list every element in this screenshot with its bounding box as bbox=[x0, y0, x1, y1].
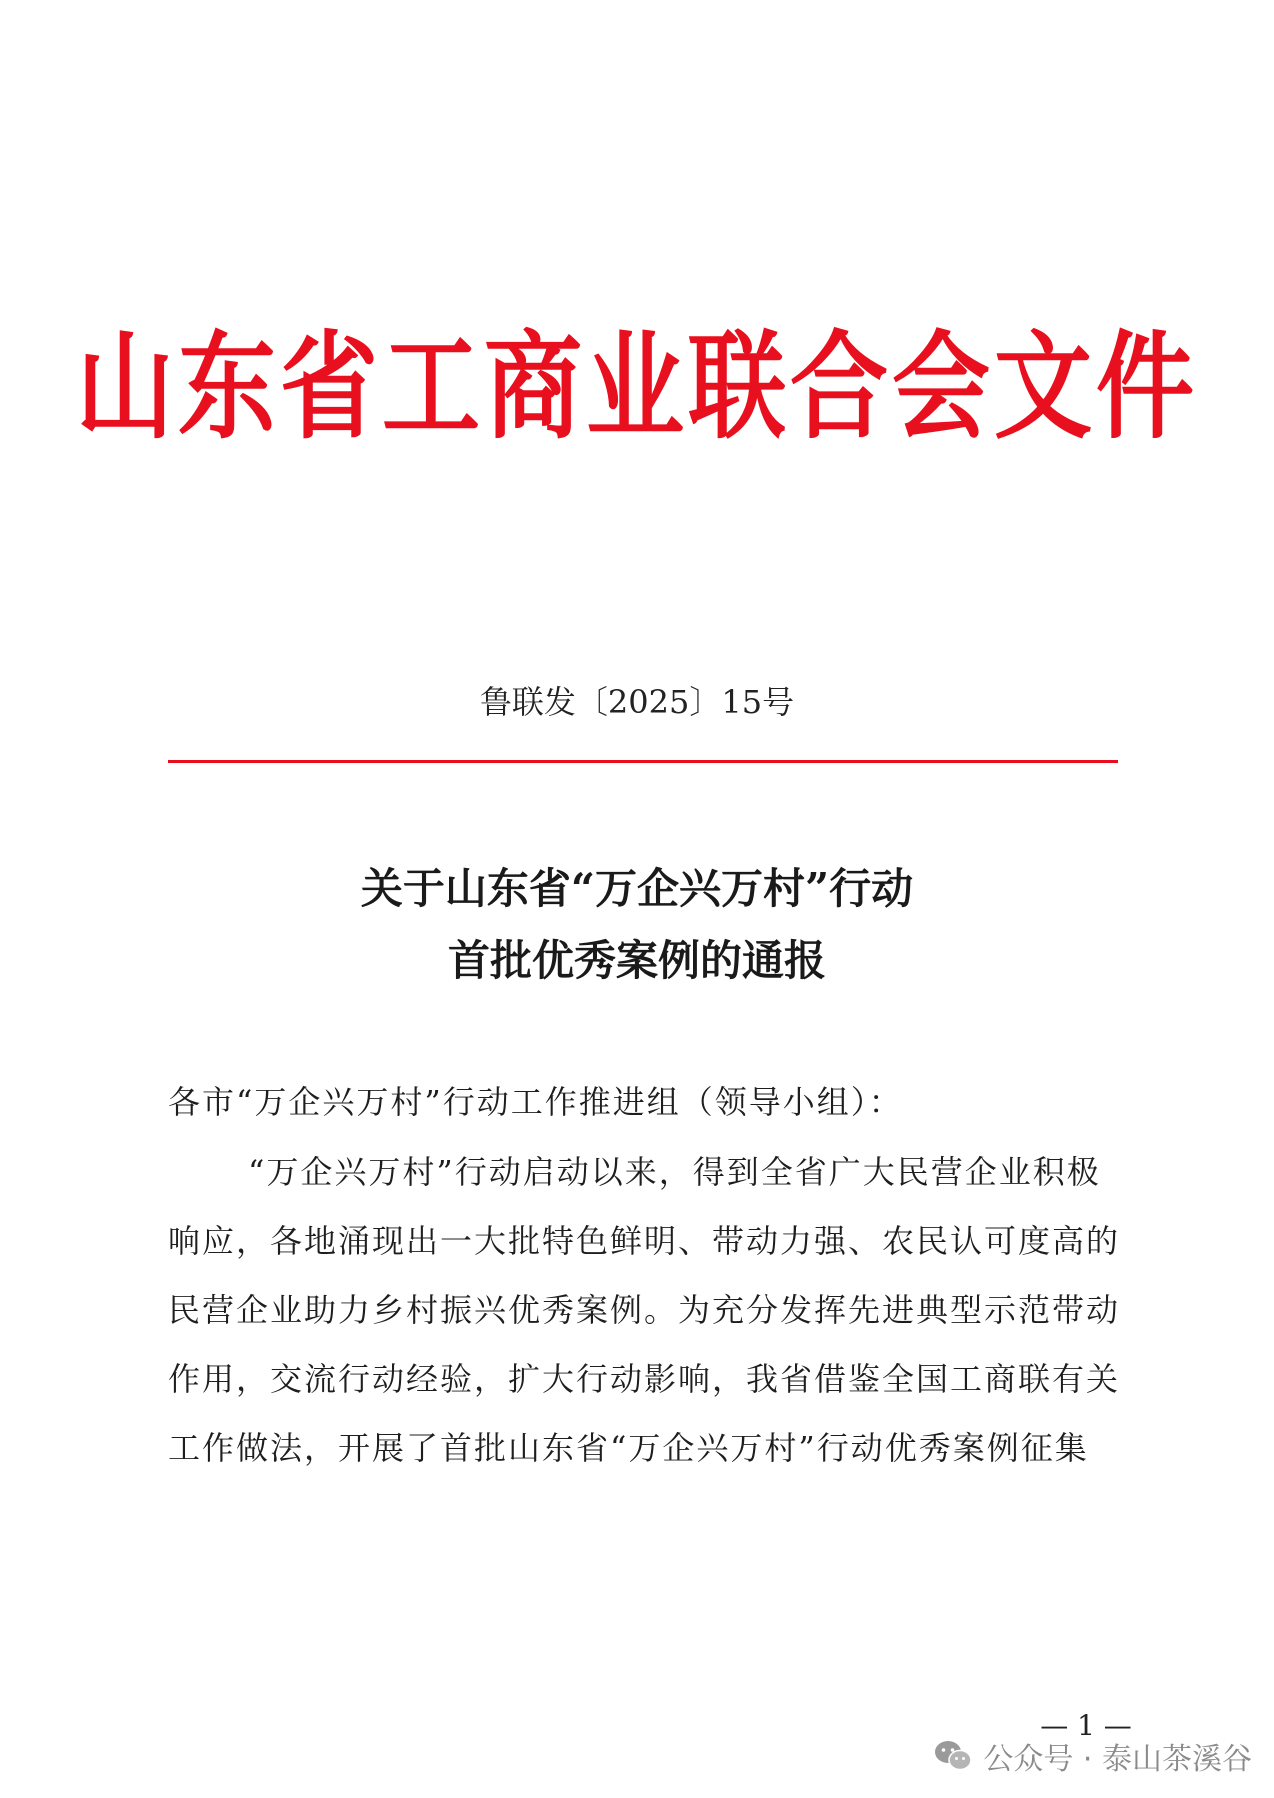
document-title-line-2: 首批优秀案例的通报 bbox=[447, 936, 826, 985]
source-watermark bbox=[933, 1734, 1252, 1778]
wechat-icon bbox=[933, 1739, 973, 1773]
document-masthead: 山东省工商业联合会文件 bbox=[75, 319, 1198, 456]
body-line: 民营企业助力乡村振兴优秀案例。为充分发挥先进典型示范带动 bbox=[168, 1291, 1121, 1329]
watermark-text: 公众号 · 泰山茶溪谷 bbox=[983, 1742, 1252, 1777]
document-title-line-1: 关于山东省“万企兴万村”行动 bbox=[360, 864, 914, 913]
red-divider-line bbox=[168, 760, 1118, 763]
body-line: “万企兴万村”行动启动以来，得到全省广大民营企业积极 bbox=[248, 1153, 1101, 1191]
page-number: — 1 — bbox=[1040, 1709, 1132, 1742]
body-line: 作用，交流行动经验，扩大行动影响，我省借鉴全国工商联有关 bbox=[168, 1360, 1121, 1398]
body-line: 工作做法，开展了首批山东省“万企兴万村”行动优秀案例征集 bbox=[168, 1429, 1089, 1467]
document-number: 鲁联发〔2025〕15号 bbox=[479, 683, 795, 721]
body-line: 响应，各地涌现出一大批特色鲜明、带动力强、农民认可度高的 bbox=[168, 1222, 1121, 1260]
salutation: 各市“万企兴万村”行动工作推进组（领导小组）： bbox=[168, 1083, 903, 1121]
